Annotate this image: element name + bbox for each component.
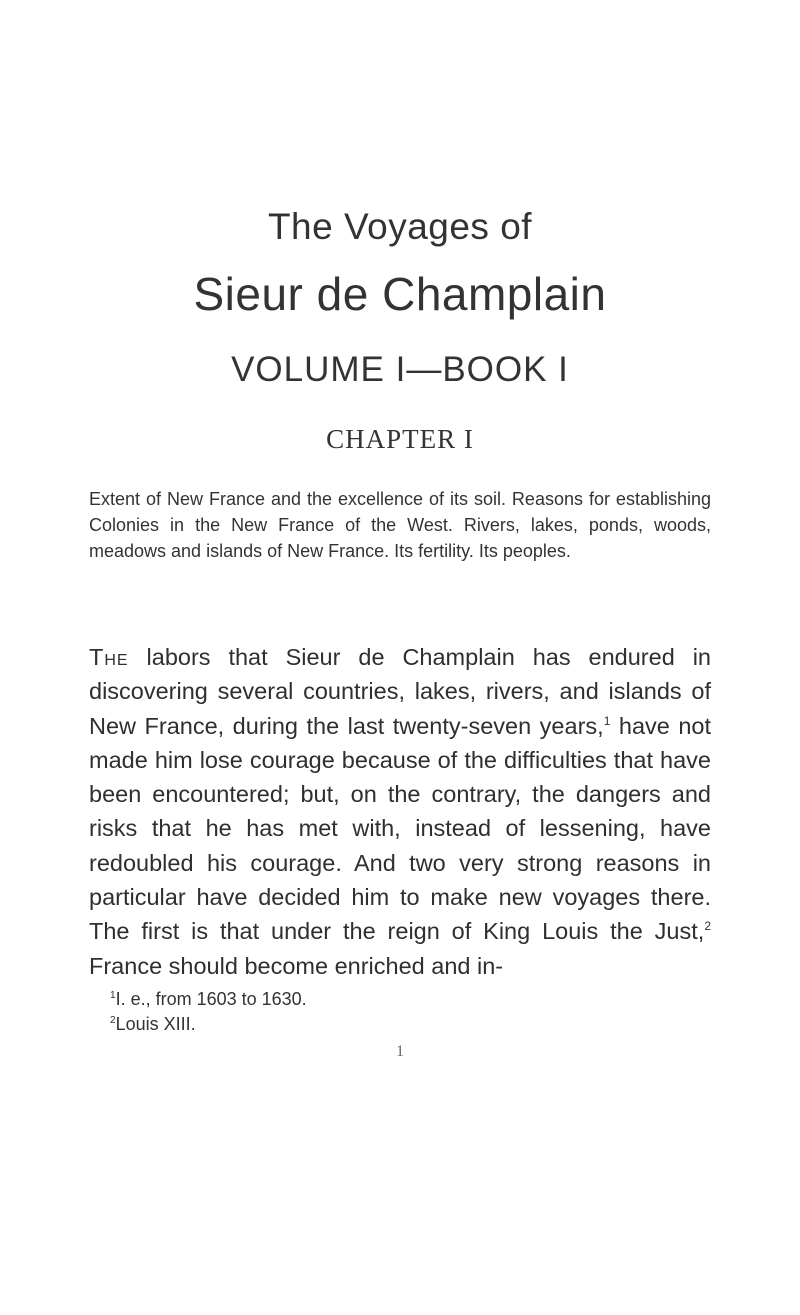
- volume-heading: VOLUME I—BOOK I: [231, 350, 569, 389]
- body-text-part-3: France should become enriched and in-: [89, 952, 504, 979]
- lead-word: The: [89, 644, 129, 670]
- body-text-part-1: labors that Sieur de Champlain has endured in discovering several countries, lakes, rivers, and islands of New France, during the last twenty-seven years,: [89, 644, 711, 739]
- footnote: [110, 1012, 710, 1037]
- footnote-mark: 1: [110, 990, 116, 1001]
- footnote-ref-2: 2: [704, 919, 711, 934]
- footnote-mark: 2: [110, 1015, 116, 1026]
- footnote-ref-1: 1: [603, 713, 611, 728]
- chapter-heading: CHAPTER I: [326, 424, 474, 454]
- body-text-part-2: have not made him lose courage because of the difficulties that have been encountered; but, on the contrary, the dangers and risks that he has met with, instead of lessening, have redoubled his courage. And two very strong reasons in particular have decided him to make new voyages there. The first is that under the reign of King Louis the Just,: [89, 712, 711, 945]
- title-line-2: Sieur de Champlain: [193, 268, 607, 320]
- footnote-text: I. e., from 1603 to 1630.: [115, 989, 307, 1009]
- footnote: [110, 987, 710, 1012]
- footnotes: [110, 987, 710, 1037]
- body-paragraph: [89, 640, 711, 983]
- title-line-1: The Voyages of: [267, 206, 533, 247]
- footnote-text: Louis XIII.: [115, 1014, 196, 1034]
- chapter-summary: Extent of New France and the excellence of its soil. Reasons for establishing Colonies in the New France of the West. Rivers, lakes, ponds, woods, meadows and islands of New France. Its fertility. Its peoples.: [89, 489, 711, 561]
- page-number: 1: [396, 1043, 404, 1060]
